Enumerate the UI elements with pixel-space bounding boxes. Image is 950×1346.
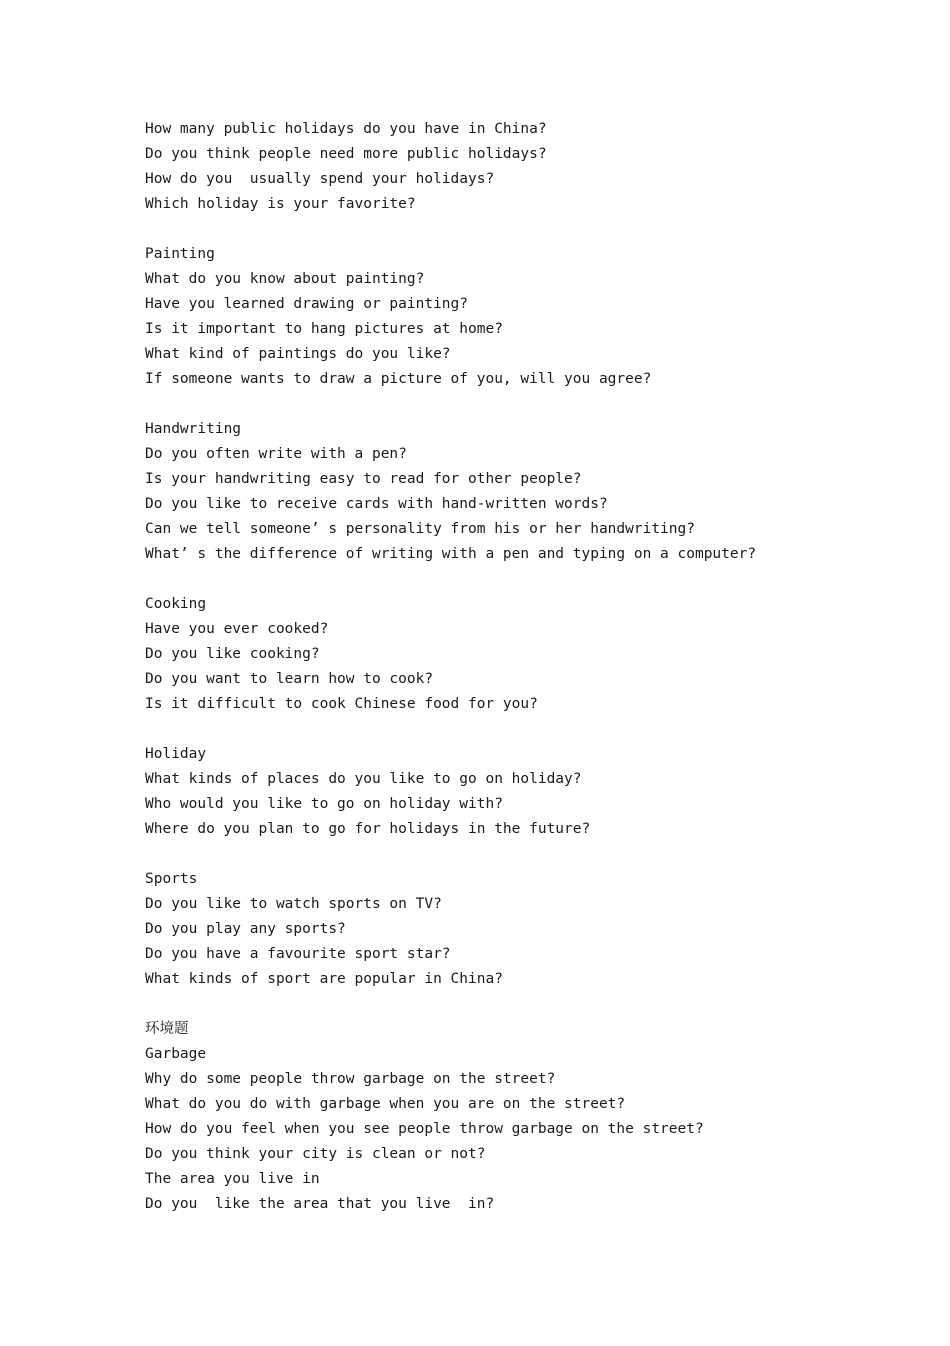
question-line: Do you like to receive cards with hand-written words?: [145, 496, 608, 512]
section-heading-painting: Painting: [145, 246, 215, 262]
section-heading-holiday: Holiday: [145, 746, 207, 762]
spacer: [145, 217, 925, 242]
question-line: How do you usually spend your holidays?: [145, 171, 495, 187]
question-line: How many public holidays do you have in China?: [145, 121, 547, 137]
question-line: Have you learned drawing or painting?: [145, 296, 469, 312]
section-heading-handwriting: Handwriting: [145, 421, 242, 437]
section-heading-environment: 环境题: [145, 1021, 189, 1037]
spacer: [145, 992, 925, 1017]
question-line: What’ s the difference of writing with a pen and typing on a computer?: [145, 546, 757, 562]
question-line: What kinds of sport are popular in China?: [145, 971, 503, 987]
subsection-heading-area: The area you live in: [145, 1171, 320, 1187]
question-line: If someone wants to draw a picture of you, will you agree?: [145, 371, 652, 387]
question-line: Do you like to watch sports on TV?: [145, 896, 442, 912]
question-line: Do you play any sports?: [145, 921, 346, 937]
question-line: How do you feel when you see people throw garbage on the street?: [145, 1121, 704, 1137]
question-line: Which holiday is your favorite?: [145, 196, 416, 212]
question-line: Do you often write with a pen?: [145, 446, 407, 462]
question-line: What do you do with garbage when you are on the street?: [145, 1096, 626, 1112]
spacer: [145, 717, 925, 742]
question-line: Have you ever cooked?: [145, 621, 329, 637]
spacer: [145, 392, 925, 417]
question-line: Can we tell someone’ s personality from his or her handwriting?: [145, 521, 695, 537]
question-line: Is it difficult to cook Chinese food for you?: [145, 696, 538, 712]
question-line: Do you think your city is clean or not?: [145, 1146, 486, 1162]
question-line: Do you have a favourite sport star?: [145, 946, 451, 962]
subsection-heading-garbage: Garbage: [145, 1046, 207, 1062]
question-line: What kind of paintings do you like?: [145, 346, 451, 362]
spacer: [145, 842, 925, 867]
question-line: What kinds of places do you like to go on holiday?: [145, 771, 582, 787]
question-line: Is it important to hang pictures at home?: [145, 321, 503, 337]
question-line: Do you like cooking?: [145, 646, 320, 662]
spacer: [145, 567, 925, 592]
section-heading-sports: Sports: [145, 871, 198, 887]
document-body: [145, 117, 925, 1217]
question-line: Why do some people throw garbage on the street?: [145, 1071, 556, 1087]
question-line: Do you want to learn how to cook?: [145, 671, 434, 687]
question-line: Is your handwriting easy to read for other people?: [145, 471, 582, 487]
question-line: What do you know about painting?: [145, 271, 425, 287]
question-line: Do you like the area that you live in?: [145, 1196, 495, 1212]
question-line: Do you think people need more public holidays?: [145, 146, 547, 162]
question-line: Where do you plan to go for holidays in the future?: [145, 821, 591, 837]
question-line: Who would you like to go on holiday with?: [145, 796, 503, 812]
section-heading-cooking: Cooking: [145, 596, 207, 612]
